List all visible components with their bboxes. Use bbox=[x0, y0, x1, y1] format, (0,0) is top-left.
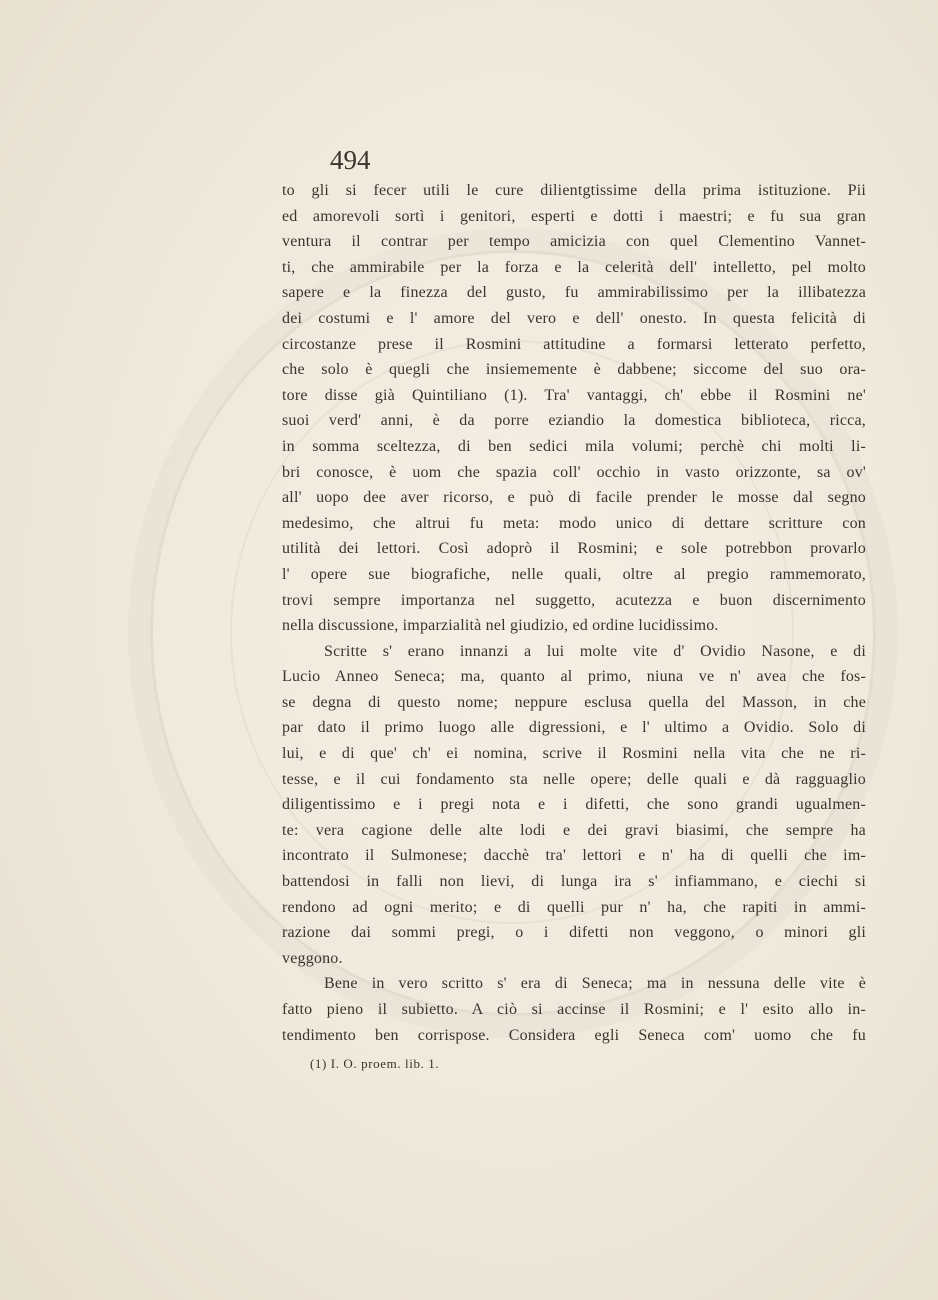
text-line: ventura il contrar per tempo amicizia con quel Clementino Vannet- bbox=[282, 233, 866, 251]
text-line: tendimento ben corrispose. Considera egli Seneca com' uomo che fu bbox=[282, 1026, 866, 1044]
text-line: razione dai sommi pregi, o i difetti non veggono, o minori gli bbox=[282, 924, 866, 942]
text-line: diligentissimo e i pregi nota e i difetti, che sono grandi ugualmen- bbox=[282, 796, 866, 814]
text-line: tore disse già Quintiliano (1). Tra' vantaggi, ch' ebbe il Rosmini ne' bbox=[282, 386, 866, 404]
text-line: ti, che ammirabile per la forza e la celerità dell' intelletto, pel molto bbox=[282, 258, 866, 276]
text-line: trovi sempre importanza nel suggetto, acutezza e buon discernimento bbox=[282, 591, 866, 609]
body-text bbox=[282, 178, 866, 1048]
text-line: veggono. bbox=[282, 949, 343, 967]
text-line: suoi verd' anni, è da porre eziandio la domestica biblioteca, ricca, bbox=[282, 412, 866, 430]
text-line: dei costumi e l' amore del vero e dell' onesto. In questa felicità di bbox=[282, 309, 866, 327]
text-line: in somma sceltezza, di ben sedici mila volumi; perchè chi molti li- bbox=[282, 437, 866, 455]
text-line: battendosi in falli non lievi, di lunga ira s' infiammano, e ciechi si bbox=[282, 873, 866, 891]
text-line: lui, e di que' ch' ei nomina, scrive il Rosmini nella vita che ne ri- bbox=[282, 745, 866, 763]
text-line: incontrato il Sulmonese; dacchè tra' lettori e n' ha di quelli che im- bbox=[282, 847, 866, 865]
text-line: all' uopo dee aver ricorso, e può di facile prender le mosse dal segno bbox=[282, 489, 866, 507]
text-line: tesse, e il cui fondamento sta nelle opere; delle quali e dà ragguaglio bbox=[282, 770, 866, 788]
text-line: Lucio Anneo Seneca; ma, quanto al primo, niuna ve n' avea che fos- bbox=[282, 668, 866, 686]
text-line: utilità dei lettori. Così adoprò il Rosmini; e sole potrebbon provarlo bbox=[282, 540, 866, 558]
text-line: Bene in vero scritto s' era di Seneca; ma in nessuna delle vite è bbox=[324, 975, 866, 993]
text-line: bri conosce, è uom che spazia coll' occhio in vasto orizzonte, sa ov' bbox=[282, 463, 866, 481]
text-line: medesimo, che altrui fu meta: modo unico di dettare scritture con bbox=[282, 514, 866, 532]
page-number: 494 bbox=[330, 145, 371, 175]
text-line: Scritte s' erano innanzi a lui molte vite d' Ovidio Nasone, e di bbox=[324, 642, 866, 660]
text-line: nella discussione, imparzialità nel giudizio, ed ordine lucidissimo. bbox=[282, 617, 719, 635]
text-line: circostanze prese il Rosmini attitudine a formarsi letterato perfetto, bbox=[282, 335, 866, 353]
text-line: par dato il primo luogo alle digressioni, e l' ultimo a Ovidio. Solo di bbox=[282, 719, 866, 737]
text-line: te: vera cagione delle alte lodi e dei gravi biasimi, che sempre ha bbox=[282, 821, 866, 839]
text-line: to gli si fecer utili le cure dilientgtissime della prima istituzione. Pii bbox=[282, 182, 866, 199]
text-line: l' opere sue biografiche, nelle quali, oltre al pregio rammemorato, bbox=[282, 565, 866, 583]
text-line: ed amorevoli sortì i genitori, esperti e dotti i maestri; e fu sua gran bbox=[282, 207, 866, 225]
footnote: (1) I. O. proem. lib. 1. bbox=[310, 1056, 440, 1071]
text-line: se degna di questo nome; neppure esclusa quella del Masson, in che bbox=[282, 693, 866, 711]
text-line: sapere e la finezza del gusto, fu ammirabilissimo per la illibatezza bbox=[282, 284, 866, 302]
text-line: che solo è quegli che insiememente è dabbene; siccome del suo ora- bbox=[282, 361, 866, 379]
text-line: fatto pieno il subietto. A ciò si accinse il Rosmini; e l' esito allo in- bbox=[282, 1001, 866, 1018]
text-line: rendono ad ogni merito; e di quelli pur n' ha, che rapiti in ammi- bbox=[282, 898, 866, 916]
